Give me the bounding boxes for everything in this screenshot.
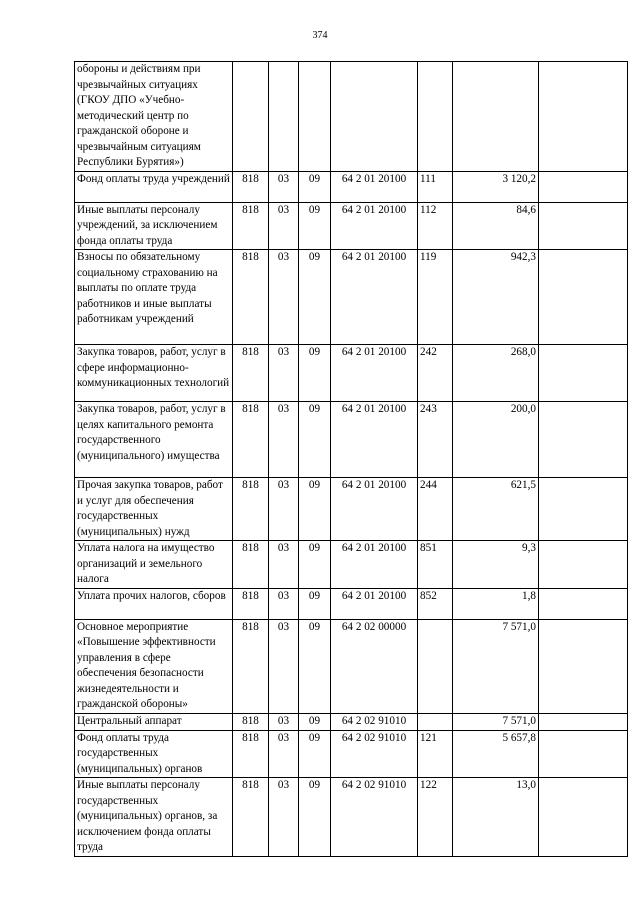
table-row (75, 345, 628, 402)
row-section (269, 62, 299, 172)
row-extra (539, 619, 628, 713)
row-section: 03 (269, 778, 299, 857)
row-subsection: 09 (299, 250, 331, 345)
row-grbs: 818 (233, 778, 269, 857)
row-expense-type (418, 713, 453, 730)
row-subsection: 09 (299, 541, 331, 589)
row-section: 03 (269, 202, 299, 250)
row-section: 03 (269, 171, 299, 202)
row-extra (539, 478, 628, 541)
row-subsection: 09 (299, 345, 331, 402)
row-extra (539, 713, 628, 730)
row-section: 03 (269, 588, 299, 619)
row-subsection: 09 (299, 171, 331, 202)
row-amount: 13,0 (453, 778, 539, 857)
row-section: 03 (269, 345, 299, 402)
row-amount: 9,3 (453, 541, 539, 589)
row-amount: 200,0 (453, 402, 539, 478)
row-extra (539, 202, 628, 250)
row-grbs: 818 (233, 402, 269, 478)
row-target-code: 64 2 01 20100 (331, 345, 418, 402)
row-extra (539, 250, 628, 345)
row-amount: 7 571,0 (453, 713, 539, 730)
row-amount: 942,3 (453, 250, 539, 345)
row-amount: 621,5 (453, 478, 539, 541)
row-subsection: 09 (299, 202, 331, 250)
row-extra (539, 541, 628, 589)
row-extra (539, 588, 628, 619)
row-extra (539, 62, 628, 172)
row-extra (539, 730, 628, 778)
row-subsection: 09 (299, 478, 331, 541)
row-grbs: 818 (233, 171, 269, 202)
row-name: Уплата налога на имущество организаций и земельного налога (75, 541, 233, 589)
row-target-code: 64 2 01 20100 (331, 588, 418, 619)
row-extra (539, 402, 628, 478)
row-target-code: 64 2 02 91010 (331, 730, 418, 778)
row-expense-type: 242 (418, 345, 453, 402)
row-subsection: 09 (299, 778, 331, 857)
row-target-code: 64 2 01 20100 (331, 202, 418, 250)
row-name: Основное мероприятие «Повышение эффективности управления в сфере обеспечения безопасности жизнедеятельности и гражданской обороны» (75, 619, 233, 713)
page-number: 374 (312, 30, 328, 41)
row-name: Взносы по обязательному социальному страхованию на выплаты по оплате труда работников и иные выплаты работникам учреждений (75, 250, 233, 345)
row-expense-type: 243 (418, 402, 453, 478)
row-section: 03 (269, 402, 299, 478)
table-row (75, 730, 628, 778)
row-expense-type (418, 62, 453, 172)
row-name: Фонд оплаты труда государственных (муниципальных) органов (75, 730, 233, 778)
row-amount: 3 120,2 (453, 171, 539, 202)
row-subsection: 09 (299, 588, 331, 619)
row-section: 03 (269, 541, 299, 589)
row-target-code: 64 2 01 20100 (331, 171, 418, 202)
row-expense-type: 119 (418, 250, 453, 345)
row-expense-type: 851 (418, 541, 453, 589)
row-expense-type: 244 (418, 478, 453, 541)
row-name: Центральный аппарат (75, 713, 233, 730)
table-row (75, 171, 628, 202)
row-grbs: 818 (233, 345, 269, 402)
row-target-code: 64 2 02 00000 (331, 619, 418, 713)
table-row (75, 202, 628, 250)
row-target-code: 64 2 01 20100 (331, 478, 418, 541)
row-subsection: 09 (299, 713, 331, 730)
row-subsection: 09 (299, 619, 331, 713)
table-row (75, 778, 628, 857)
row-amount: 1,8 (453, 588, 539, 619)
row-grbs: 818 (233, 713, 269, 730)
row-amount: 7 571,0 (453, 619, 539, 713)
row-amount (453, 62, 539, 172)
table-row (75, 478, 628, 541)
row-amount: 5 657,8 (453, 730, 539, 778)
table-row (75, 402, 628, 478)
row-subsection: 09 (299, 730, 331, 778)
row-expense-type: 852 (418, 588, 453, 619)
budget-table (74, 61, 628, 857)
row-grbs: 818 (233, 619, 269, 713)
table-row (75, 541, 628, 589)
row-target-code: 64 2 02 91010 (331, 713, 418, 730)
row-section: 03 (269, 713, 299, 730)
row-name: Уплата прочих налогов, сборов (75, 588, 233, 619)
row-amount: 84,6 (453, 202, 539, 250)
row-name: Иные выплаты персоналу учреждений, за исключением фонда оплаты труда (75, 202, 233, 250)
row-target-code (331, 62, 418, 172)
row-extra (539, 778, 628, 857)
table-row (75, 250, 628, 345)
row-expense-type: 122 (418, 778, 453, 857)
row-target-code: 64 2 02 91010 (331, 778, 418, 857)
table-row (75, 588, 628, 619)
row-grbs: 818 (233, 250, 269, 345)
row-section: 03 (269, 619, 299, 713)
row-expense-type: 121 (418, 730, 453, 778)
row-subsection: 09 (299, 402, 331, 478)
table-row (75, 713, 628, 730)
table-row (75, 619, 628, 713)
row-grbs: 818 (233, 478, 269, 541)
row-subsection (299, 62, 331, 172)
row-section: 03 (269, 730, 299, 778)
row-name: Прочая закупка товаров, работ и услуг для обеспечения государственных (муниципальных) нужд (75, 478, 233, 541)
row-grbs (233, 62, 269, 172)
row-section: 03 (269, 250, 299, 345)
row-grbs: 818 (233, 730, 269, 778)
row-grbs: 818 (233, 202, 269, 250)
row-expense-type: 112 (418, 202, 453, 250)
row-target-code: 64 2 01 20100 (331, 250, 418, 345)
row-name: Закупка товаров, работ, услуг в сфере информационно-коммуникационных технологий (75, 345, 233, 402)
row-expense-type: 111 (418, 171, 453, 202)
row-extra (539, 171, 628, 202)
row-grbs: 818 (233, 588, 269, 619)
row-name: Фонд оплаты труда учреждений (75, 171, 233, 202)
row-section: 03 (269, 478, 299, 541)
row-extra (539, 345, 628, 402)
row-expense-type (418, 619, 453, 713)
row-grbs: 818 (233, 541, 269, 589)
row-name: обороны и действиям при чрезвычайных ситуациях (ГКОУ ДПО «Учебно-методический центр по гражданской обороне и чрезвычайным ситуациям Республики Бурятия») (75, 62, 233, 172)
row-name: Закупка товаров, работ, услуг в целях капитального ремонта государственного (муниципального) имущества (75, 402, 233, 478)
row-name: Иные выплаты персоналу государственных (муниципальных) органов, за исключением фонда оплаты труда (75, 778, 233, 857)
row-amount: 268,0 (453, 345, 539, 402)
table-row (75, 62, 628, 172)
row-target-code: 64 2 01 20100 (331, 402, 418, 478)
row-target-code: 64 2 01 20100 (331, 541, 418, 589)
